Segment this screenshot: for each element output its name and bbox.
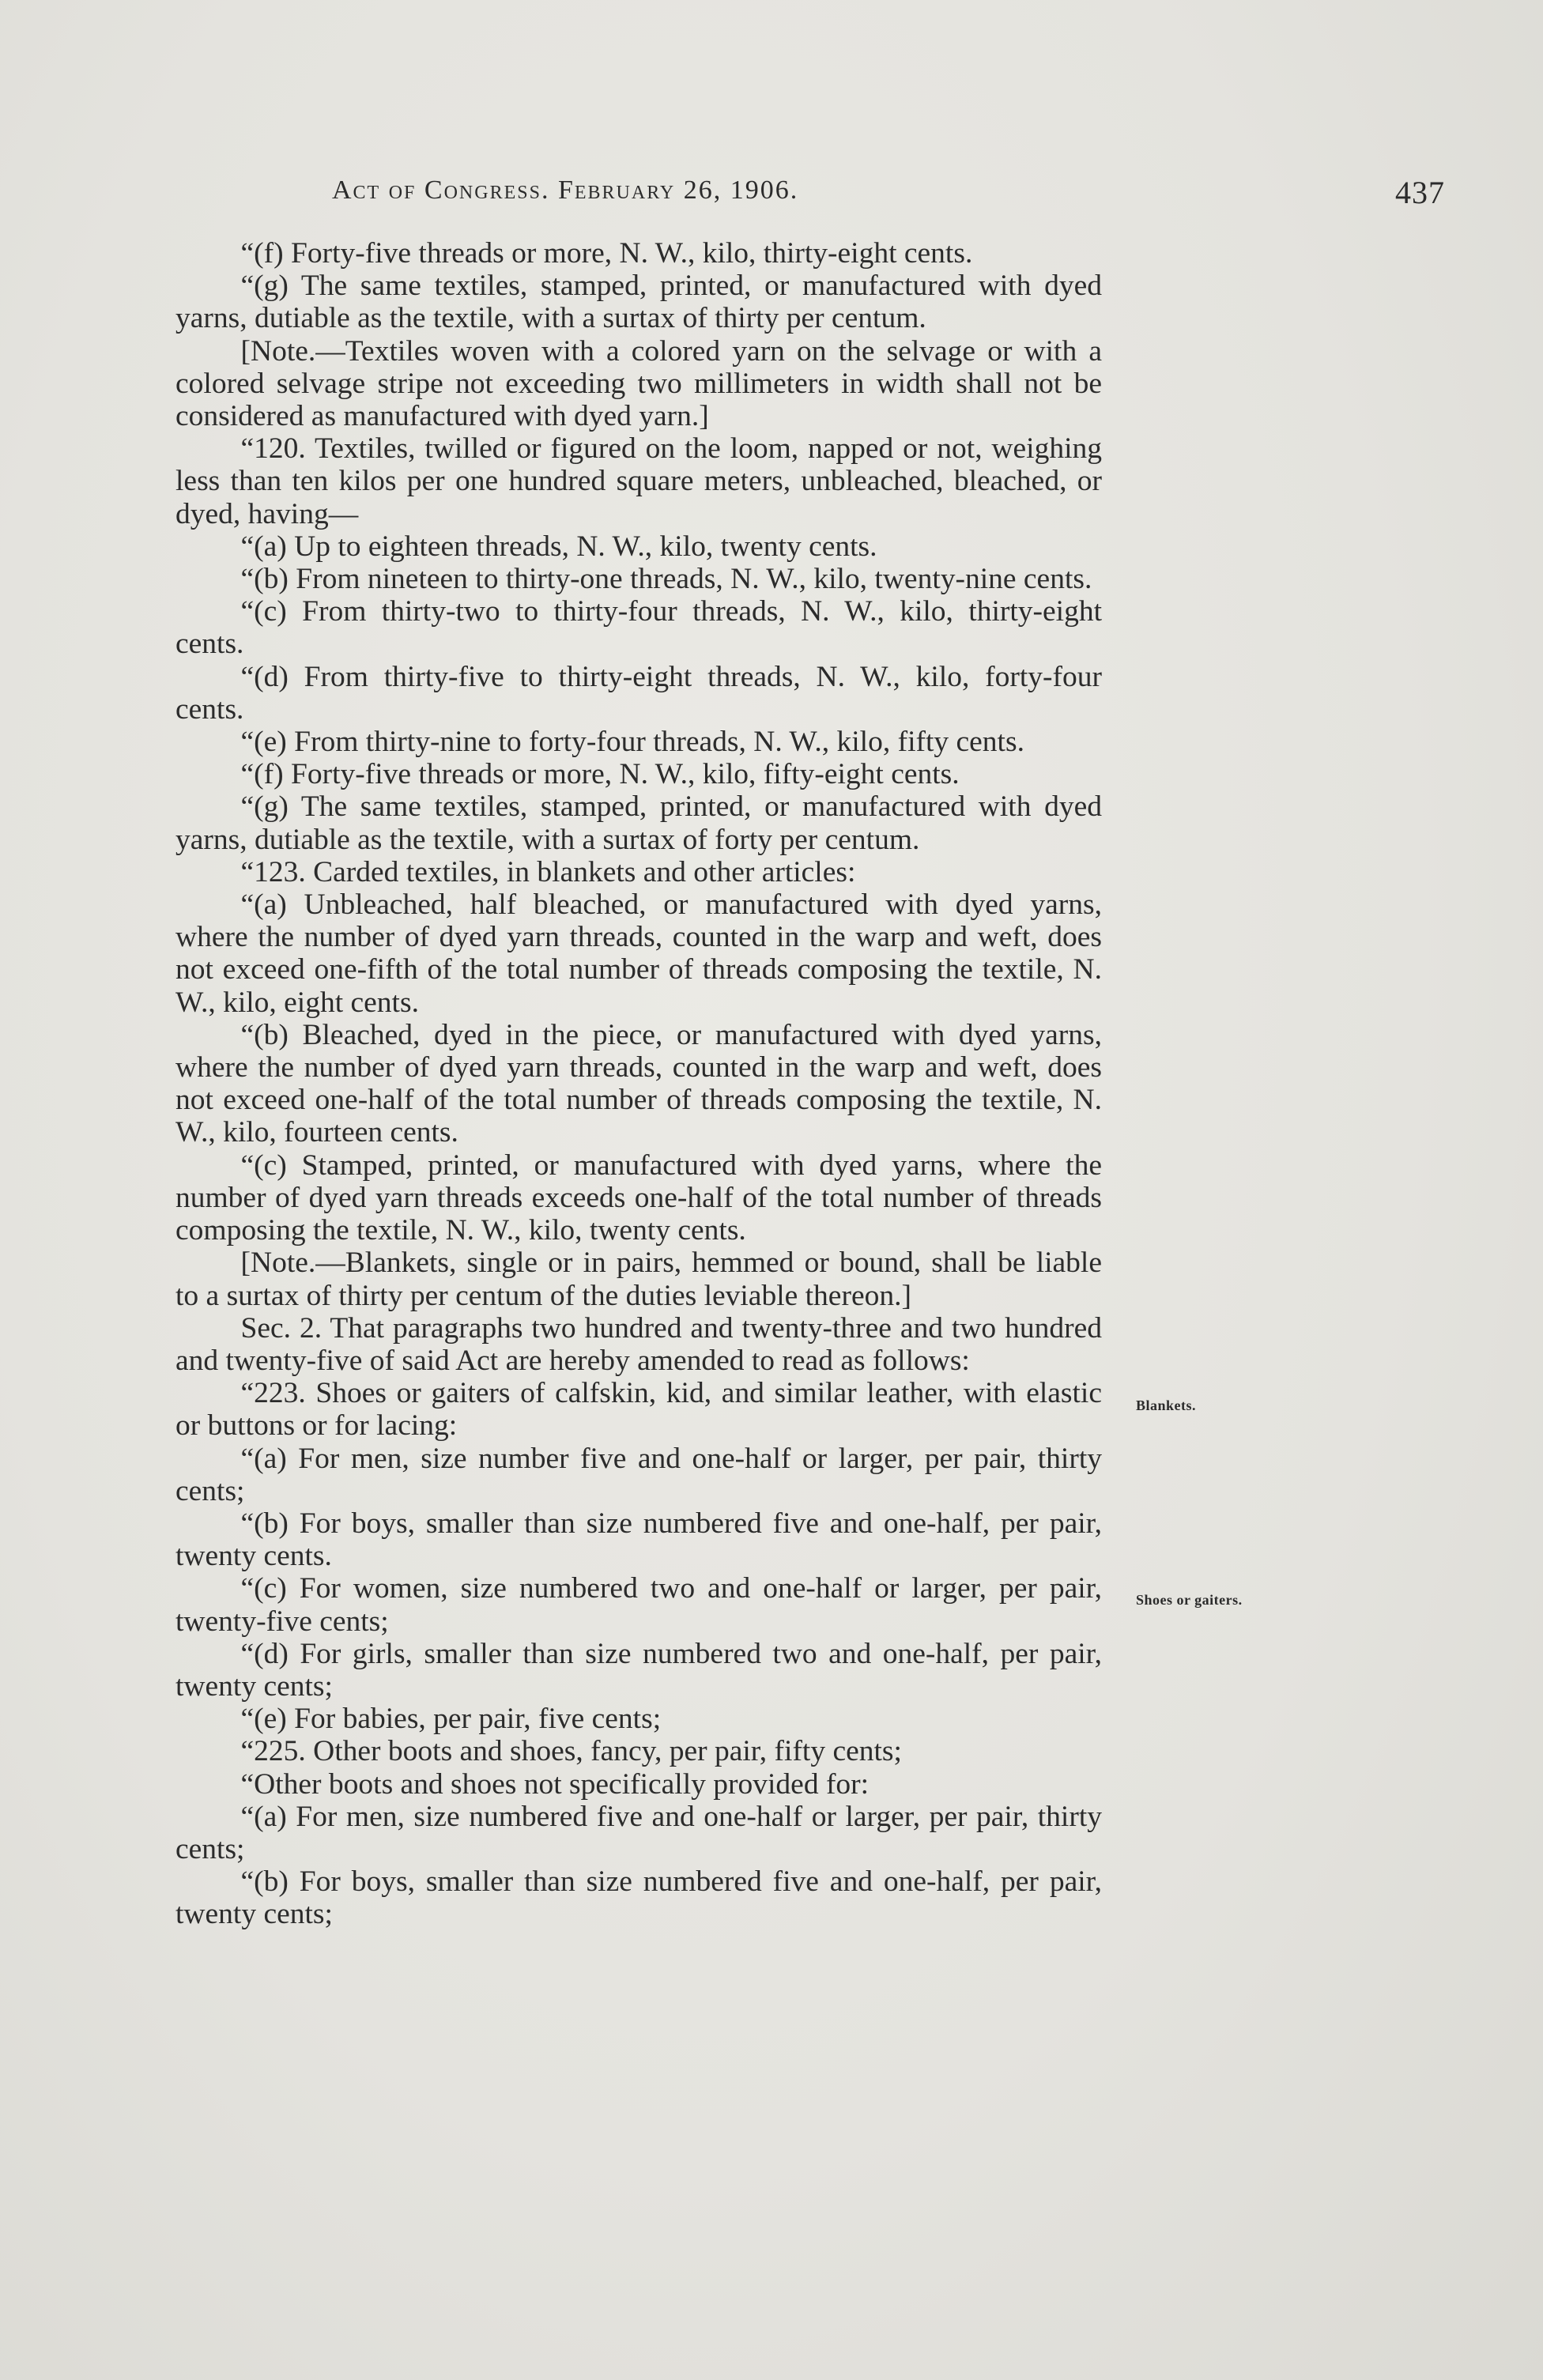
paragraph: [Note.—Blankets, single or in pairs, hemmed or bound, shall be liable to a surtax of thirty per centum of the duties leviable thereon.] [175,1247,1102,1312]
running-header: Act of Congress. February 26, 1906. [332,175,799,205]
paragraph: “(g) The same textiles, stamped, printed, or manufactured with dyed yarns, dutiable as the textile, with a surtax of forty per centum. [175,790,1102,856]
paragraph: “(f) Forty-five threads or more, N. W., kilo, fifty-eight cents. [240,758,960,791]
paragraph: “(b) For boys, smaller than size numbered five and one-half, per pair, twenty cents; [175,1865,1102,1931]
body-text [175,237,1102,1931]
paragraph: “(f) Forty-five threads or more, N. W., kilo, thirty-eight cents. [240,237,973,270]
paragraph: “(d) From thirty-five to thirty-eight threads, N. W., kilo, forty-four cents. [175,660,1102,726]
paragraph: “(b) Bleached, dyed in the piece, or manufactured with dyed yarns, where the number of dyed yarn threads, counted in the warp and weft, does not exceed one-half of the total number of threads composing the textile, N. W., kilo, fourteen cents. [175,1018,1102,1149]
paragraph: “(b) From nineteen to thirty-one threads, N. W., kilo, twenty-nine cents. [240,563,1092,596]
paragraph: “225. Other boots and shoes, fancy, per pair, fifty cents; [240,1735,902,1768]
paragraph: “(c) Stamped, printed, or manufactured with dyed yarns, where the number of dyed yarn threads exceeds one-half of the total number of threads composing the textile, N. W., kilo, twenty cents. [175,1149,1102,1247]
paragraph: [Note.—Textiles woven with a colored yarn on the selvage or with a colored selvage stripe not exceeding two millimeters in width shall not be considered as manufactured with dyed yarn.] [175,334,1102,433]
paragraph: Sec. 2. That paragraphs two hundred and twenty-three and two hundred and twenty-five of said Act are hereby amended to read as follows: [175,1311,1102,1377]
paragraph: “(c) From thirty-two to thirty-four threads, N. W., kilo, thirty-eight cents. [175,595,1102,661]
paragraph: “123. Carded textiles, in blankets and other articles: [240,855,856,888]
paragraph: “(b) For boys, smaller than size numbered five and one-half, per pair, twenty cents. [175,1507,1102,1573]
paragraph: “(d) For girls, smaller than size numbered two and one-half, per pair, twenty cents; [175,1637,1102,1703]
margin-note-blankets: Blankets. [1136,1397,1197,1413]
paragraph: “(e) From thirty-nine to forty-four threads, N. W., kilo, fifty cents. [240,726,1024,759]
paragraph: “Other boots and shoes not specifically provided for: [240,1767,870,1801]
paragraph: “(g) The same textiles, stamped, printed, or manufactured with dyed yarns, dutiable as the textile, with a surtax of thirty per centum. [175,270,1102,335]
margin-note-shoes-or-gaiters: Shoes or gaiters. [1136,1592,1243,1608]
paragraph: “(c) For women, size numbered two and one-half or larger, per pair, twenty-five cents; [175,1572,1102,1638]
paragraph: “120. Textiles, twilled or figured on the loom, napped or not, weighing less than ten kilos per one hundred square meters, unbleached, bleached, or dyed, having— [175,432,1102,530]
paragraph: “(a) For men, size number five and one-half or larger, per pair, thirty cents; [175,1442,1102,1507]
paragraph: “(e) For babies, per pair, five cents; [240,1703,662,1736]
paragraph: “(a) Up to eighteen threads, N. W., kilo, twenty cents. [240,530,877,563]
paragraph: “(a) Unbleached, half bleached, or manufactured with dyed yarns, where the number of dyed yarn threads, counted in the warp and weft, does not exceed one-fifth of the total number of threads composing the textile, N. W., kilo, eight cents. [175,888,1102,1019]
page-number: 437 [1395,175,1445,210]
paragraph: “223. Shoes or gaiters of calfskin, kid, and similar leather, with elastic or buttons or for lacing: [175,1377,1102,1443]
paragraph: “(a) For men, size numbered five and one-half or larger, per pair, thirty cents; [175,1800,1102,1865]
